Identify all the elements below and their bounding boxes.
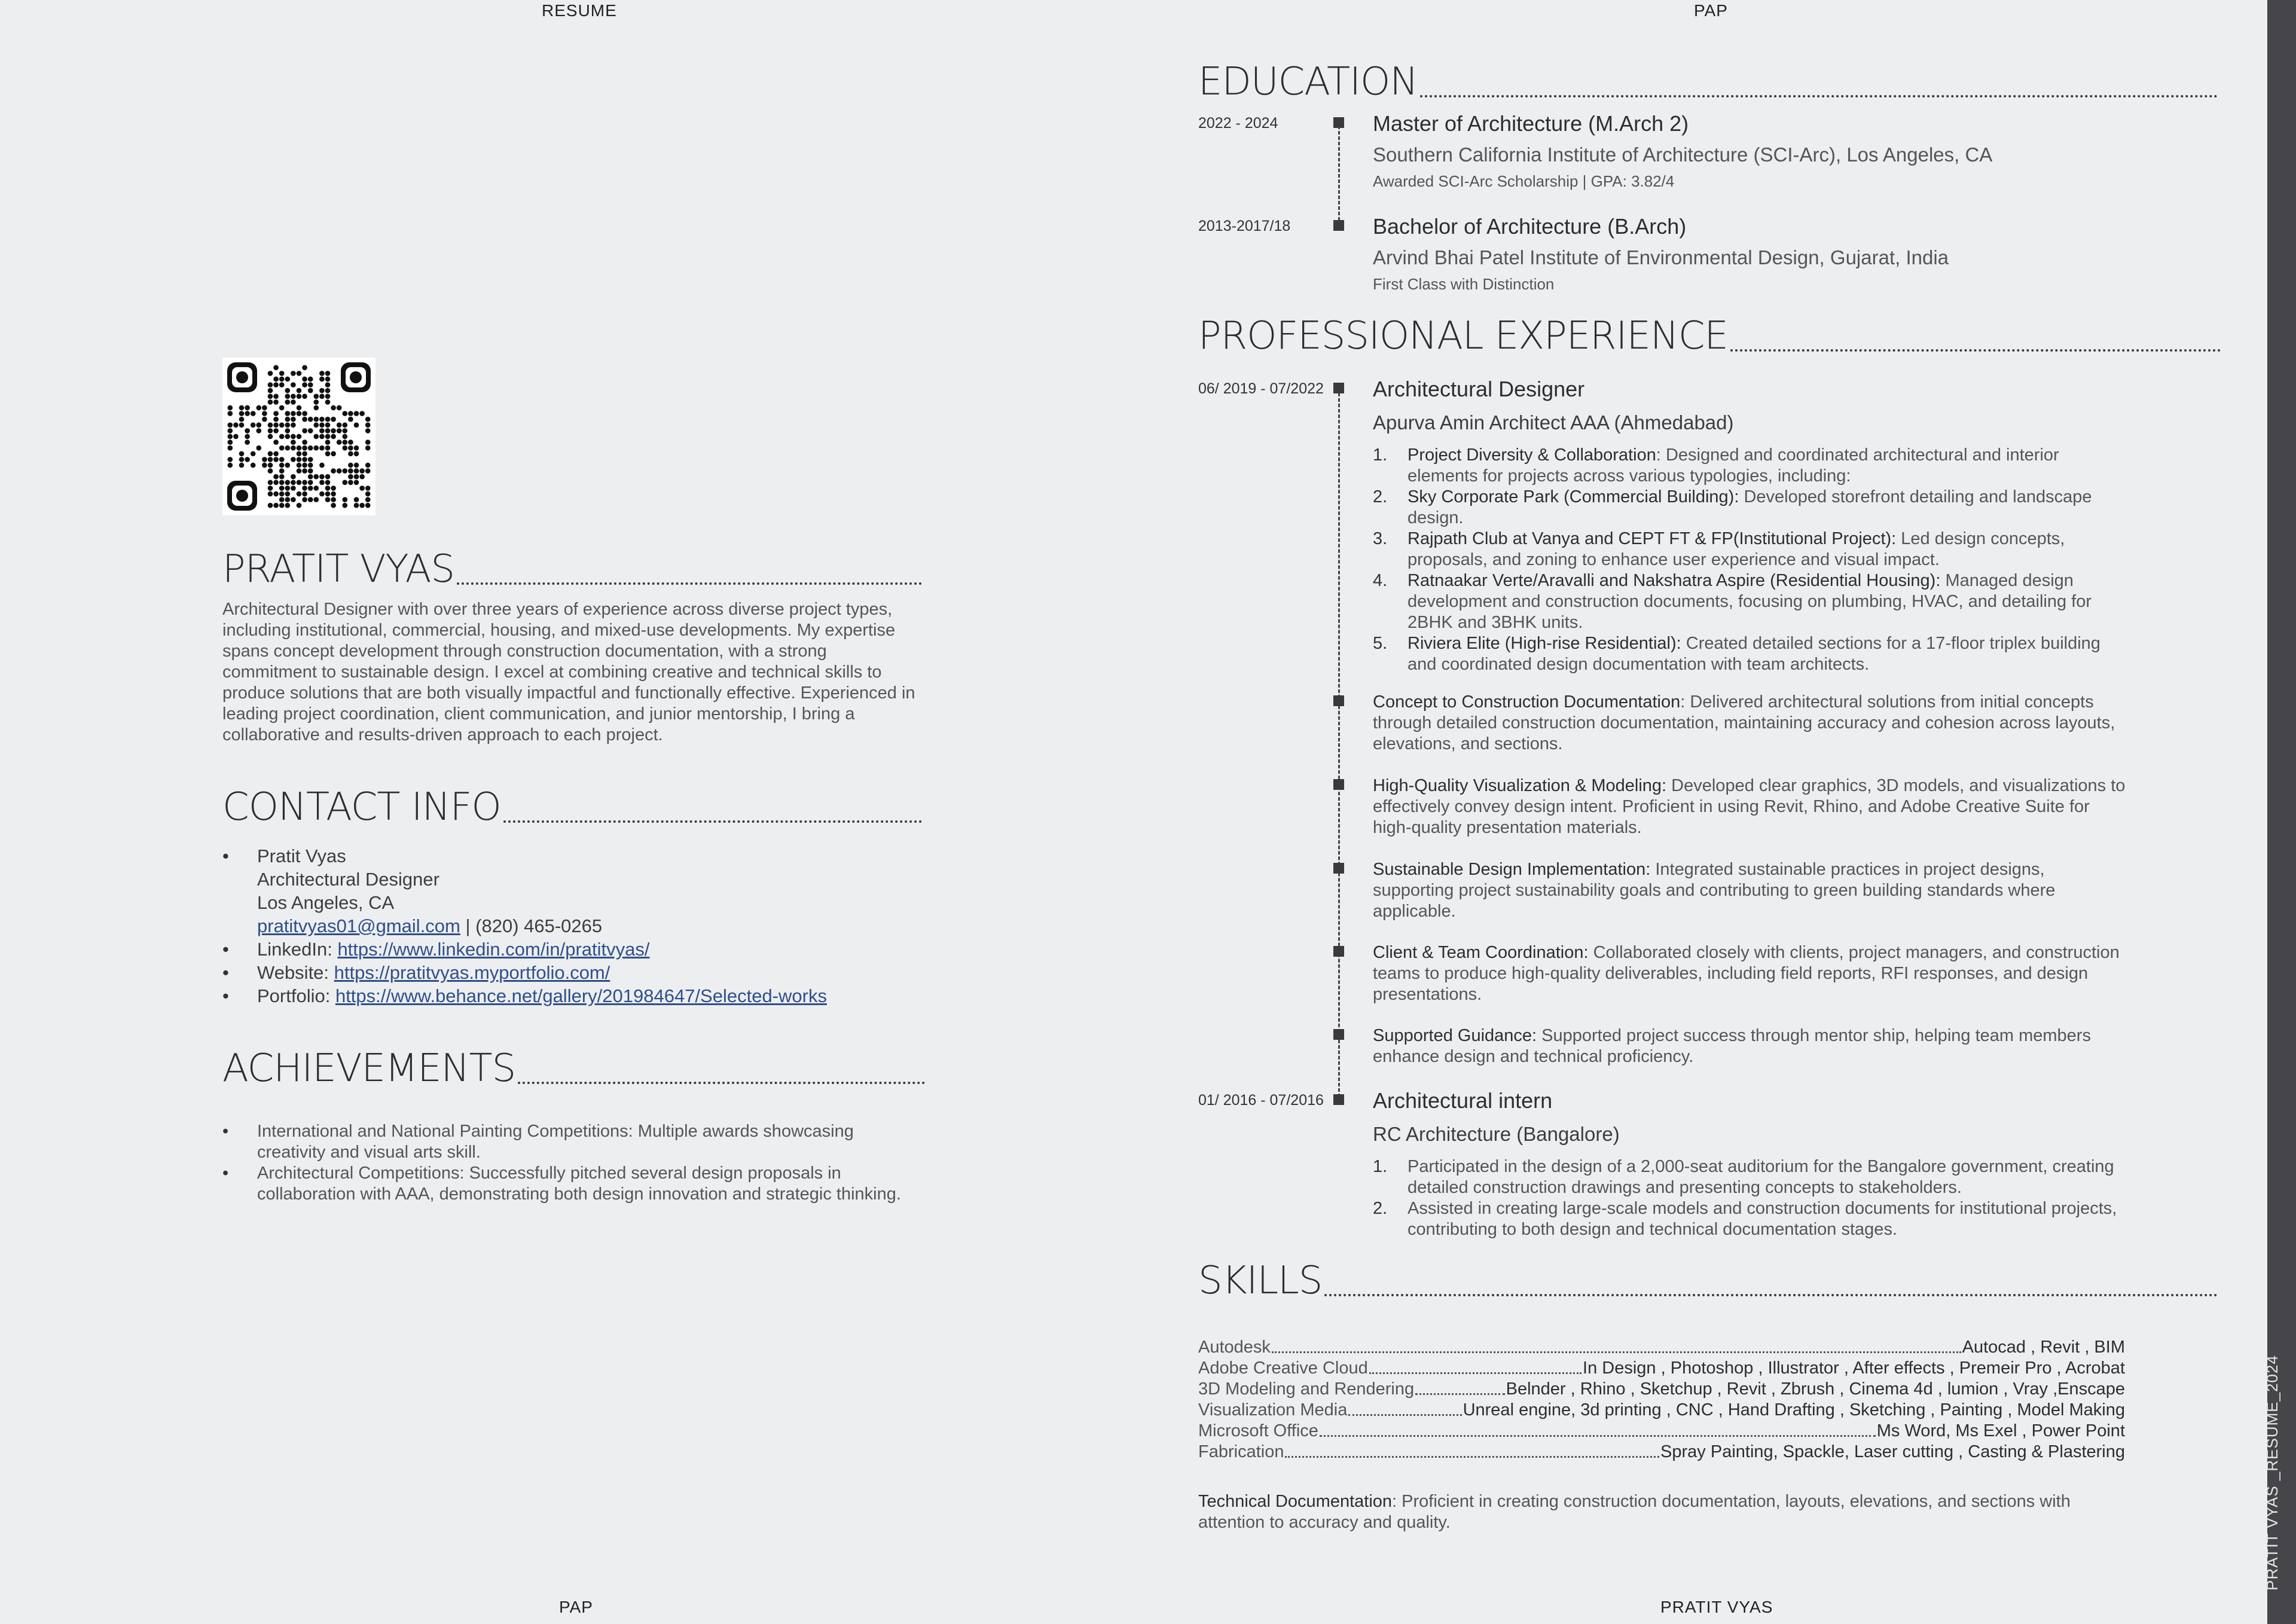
profile-section <box>222 547 922 746</box>
experience-block <box>1373 859 2126 922</box>
experience-block <box>1373 1025 2126 1067</box>
item-text: Participated in the design of a 2,000-seat auditorium for the Bangalore government, creating detailed construction drawings and presenting concepts to stakeholders. <box>1407 1157 2114 1197</box>
timeline-marker <box>1333 220 1344 231</box>
block-lead: Concept to Construction Documentation <box>1373 692 1681 712</box>
contact-section <box>222 785 922 1008</box>
page-footer-right: PRATIT VYAS <box>1660 1598 1773 1616</box>
experience-block <box>1373 776 2126 838</box>
skill-row <box>1198 1358 2125 1379</box>
heading-dots <box>1420 95 2218 97</box>
qr-code-icon[interactable] <box>222 358 375 515</box>
project-item <box>1373 570 2126 633</box>
heading-dots <box>518 1082 925 1084</box>
education-item <box>1373 214 1949 294</box>
item-number: 2. <box>1373 1199 1388 1218</box>
degree-note: First Class with Distinction <box>1373 275 1555 293</box>
item-text: Created detailed sections for a 17-floor triplex building and coordinated design documentation with team architects. <box>1407 634 2100 674</box>
timeline-marker <box>1333 946 1344 957</box>
education-title: EDUCATION <box>1198 60 1418 104</box>
page-header-right: PAP <box>1694 1 1728 20</box>
degree-title: Bachelor of Architecture (B.Arch) <box>1373 214 1687 239</box>
item-number: 4. <box>1373 571 1388 590</box>
portfolio-item <box>222 984 922 1008</box>
contact-email-line <box>257 914 922 938</box>
achievements-title: ACHIEVEMENTS <box>222 1046 516 1091</box>
experience-timeline <box>1338 387 1340 1103</box>
website-item <box>222 961 922 984</box>
job-date: 01/ 2016 - 07/2016 <box>1198 1092 1324 1109</box>
contact-location: Los Angeles, CA <box>257 892 395 913</box>
block-lead: Client & Team Coordination: <box>1373 943 1589 962</box>
item-lead: Rajpath Club at Vanya and CEPT FT & FP(Institutional Project): <box>1407 529 1897 548</box>
block-lead: High-Quality Visualization & Modeling: <box>1373 776 1667 795</box>
email-link[interactable]: pratitvyas01@gmail.com <box>257 915 460 936</box>
skill-row <box>1198 1379 2125 1400</box>
skills-heading <box>1198 1259 2218 1303</box>
linkedin-label: LinkedIn: <box>257 939 338 960</box>
job-role: Architectural Designer <box>1373 377 1585 401</box>
block-text: : Delivered architectural solutions from initial concepts through detailed construction documentation, maintaining accuracy and cohesion across layouts, elevations, and sections. <box>1373 692 2115 753</box>
skill-label: Microsoft Office <box>1198 1421 1318 1440</box>
timeline-marker <box>1333 1094 1344 1105</box>
contact-heading <box>222 785 922 829</box>
contact-card <box>222 844 922 938</box>
item-text: Developed storefront detailing and landscape design. <box>1407 487 2092 527</box>
education-item <box>1373 111 1992 191</box>
job-project-list <box>1373 445 2126 675</box>
block-lead: Supported Guidance: <box>1373 1026 1537 1045</box>
block-text: Supported project success through mentor ship, helping team members enhance design and technical proficiency. <box>1373 1026 2091 1066</box>
linkedin-item <box>222 938 922 961</box>
item-number: 2. <box>1373 487 1388 506</box>
skill-label: Autodesk <box>1198 1338 1271 1357</box>
project-item <box>1373 633 2126 675</box>
item-number: 5. <box>1373 634 1388 653</box>
contact-role: Architectural Designer <box>257 869 439 890</box>
experience-block <box>1373 692 2126 755</box>
name-heading <box>222 547 922 591</box>
block-text: Developed clear graphics, 3D models, and visualizations to effectively convey design intent. Proficient in using Revit, Rhino, and Adobe Creative Suite for high-quality presentation materials. <box>1373 776 2126 837</box>
portfolio-link[interactable]: https://www.behance.net/gallery/201984647/Selected-works <box>335 985 827 1006</box>
block-text: Integrated sustainable practices in project designs, supporting project sustainability goals and contributing to green building standards where applicable. <box>1373 860 2056 921</box>
skill-value: In Design , Photoshop , Illustrator , After effects , Premeir Pro , Acrobat <box>1583 1359 2125 1378</box>
timeline-marker <box>1333 695 1344 706</box>
project-item <box>1373 445 2126 487</box>
skills-title: SKILLS <box>1198 1259 1323 1303</box>
heading-dots <box>503 820 922 823</box>
achievements-heading <box>222 1046 925 1091</box>
technical-documentation <box>1198 1491 2125 1533</box>
skill-label: Visualization Media <box>1198 1400 1348 1420</box>
tech-lead: Technical Documentation <box>1198 1492 1393 1511</box>
task-item <box>1373 1198 2138 1240</box>
item-lead: Sky Corporate Park (Commercial Building): <box>1407 487 1739 506</box>
contact-name: • Pratit Vyas <box>257 845 346 866</box>
website-link[interactable]: https://pratitvyas.myportfolio.com/ <box>334 962 610 983</box>
timeline-marker <box>1333 1029 1344 1040</box>
project-item <box>1373 487 2126 529</box>
heading-dots <box>457 582 922 585</box>
degree-note: Awarded SCI-Arc Scholarship | GPA: 3.82/4 <box>1373 172 1675 190</box>
achievement-item: • Architectural Competitions: Successfully pitched several design proposals in collaboration with AAA, demonstrating both design innovation and strategic thinking. <box>222 1163 921 1205</box>
skill-value: Unreal engine, 3d printing , CNC , Hand Drafting , Sketching , Painting , Model Making <box>1463 1400 2125 1420</box>
block-text: Collaborated closely with clients, project managers, and construction teams to produce high-quality deliverables, including field reports, RFI responses, and design presentations. <box>1373 943 2120 1004</box>
timeline-marker <box>1333 779 1344 790</box>
skill-value: Spray Painting, Spackle, Laser cutting , Casting & Plastering <box>1660 1442 2125 1461</box>
profile-summary: Architectural Designer with over three years of experience across diverse project types, including institutional, commercial, housing, and mixed-use developments. My expertise spans concept development through construction documentation, with a strong commitment to sustainable design. I excel at combining creative and technical skills to produce solutions that are both visually impactful and functionally effective. Experienced in leading project coordination, client communication, and junior mentorship, I bring a collaborative and results-driven approach to each project. <box>222 600 915 744</box>
job-date: 06/ 2019 - 07/2022 <box>1198 380 1324 397</box>
achievement-item: • International and National Painting Competitions: Multiple awards showcasing creativity and visual arts skill. <box>222 1121 915 1163</box>
linkedin-link[interactable]: https://www.linkedin.com/in/pratitvyas/ <box>337 939 650 960</box>
page-footer-left: PAP <box>559 1598 593 1616</box>
skill-value: Autocad , Revit , BIM <box>1962 1338 2125 1357</box>
item-lead: Ratnaakar Verte/Aravalli and Nakshatra Aspire (Residential Housing): <box>1407 571 1941 590</box>
job-task-list <box>1373 1156 2138 1240</box>
skills-table <box>1198 1337 2125 1463</box>
job-role: Architectural intern <box>1373 1088 1553 1113</box>
heading-dots <box>1730 349 2221 352</box>
skill-row <box>1198 1337 2125 1358</box>
timeline-marker <box>1333 117 1344 128</box>
block-lead: Sustainable Design Implementation: <box>1373 860 1651 879</box>
item-text: Managed design development and construction documents, focusing on plumbing, HVAC, and detailing for 2BHK and 3BHK units. <box>1407 571 2092 632</box>
experience-title: PROFESSIONAL EXPERIENCE <box>1198 314 1728 358</box>
job-entry <box>1373 377 2126 675</box>
skill-row <box>1198 1421 2125 1442</box>
job-firm: Apurva Amin Architect AAA (Ahmedabad) <box>1373 411 1734 434</box>
skill-row <box>1198 1442 2125 1463</box>
timeline-marker <box>1333 383 1344 393</box>
skill-value: Ms Word, Ms Exel , Power Point <box>1876 1421 2125 1440</box>
item-number: 3. <box>1373 529 1388 548</box>
project-item <box>1373 529 2126 570</box>
edu-date: 2022 - 2024 <box>1198 115 1278 132</box>
timeline-marker <box>1333 863 1344 874</box>
item-lead: Project Diversity & Collaboration <box>1407 445 1656 465</box>
skill-label: Fabrication <box>1198 1442 1284 1461</box>
job-entry <box>1373 1088 2138 1240</box>
skill-label: Adobe Creative Cloud <box>1198 1359 1368 1378</box>
item-text: : Designed and coordinated architectural and interior elements for projects across various typologies, including: <box>1407 445 2059 486</box>
task-item <box>1373 1156 2138 1198</box>
experience-heading <box>1198 314 2221 358</box>
school-name: Arvind Bhai Patel Institute of Environmental Design, Gujarat, India <box>1373 246 1949 268</box>
item-lead: Riviera Elite (High-rise Residential): <box>1407 634 1681 653</box>
profile-name: PRATIT VYAS <box>222 547 454 591</box>
page-header-left: RESUME <box>542 1 617 20</box>
school-name: Southern California Institute of Architecture (SCI-Arc), Los Angeles, CA <box>1373 144 1993 166</box>
item-number: 1. <box>1373 445 1388 465</box>
contact-title: CONTACT INFO <box>222 785 501 829</box>
achievements-section <box>222 1046 925 1205</box>
skill-value: Belnder , Rhino , Sketchup , Revit , Zbrush , Cinema 4d , lumion , Vray ,Enscape <box>1506 1379 2125 1399</box>
edu-date: 2013-2017/18 <box>1198 218 1291 234</box>
website-label: Website: <box>257 962 334 983</box>
item-number: 1. <box>1373 1157 1388 1176</box>
side-label: PRATIT VYAS _RESUME_2024 <box>2263 1355 2281 1591</box>
skill-row <box>1198 1400 2125 1421</box>
education-timeline <box>1338 126 1340 226</box>
portfolio-label: Portfolio: <box>257 985 335 1006</box>
education-heading <box>1198 60 2218 104</box>
experience-block <box>1373 942 2126 1005</box>
item-text: Led design concepts, proposals, and zoning to enhance user experience and visual impact. <box>1407 529 2065 569</box>
job-firm: RC Architecture (Bangalore) <box>1373 1123 1620 1145</box>
item-text: Assisted in creating large-scale models and construction documents for institutional projects, contributing to both design and technical documentation stages. <box>1407 1199 2117 1239</box>
degree-title: Master of Architecture (M.Arch 2) <box>1373 111 1689 136</box>
skill-label: 3D Modeling and Rendering <box>1198 1379 1415 1399</box>
heading-dots <box>1324 1294 2218 1296</box>
contact-phone: | (820) 465-0265 <box>460 915 603 936</box>
tech-text: : Proficient in creating construction documentation, layouts, elevations, and sections with attention to accuracy and quality. <box>1198 1492 2071 1532</box>
